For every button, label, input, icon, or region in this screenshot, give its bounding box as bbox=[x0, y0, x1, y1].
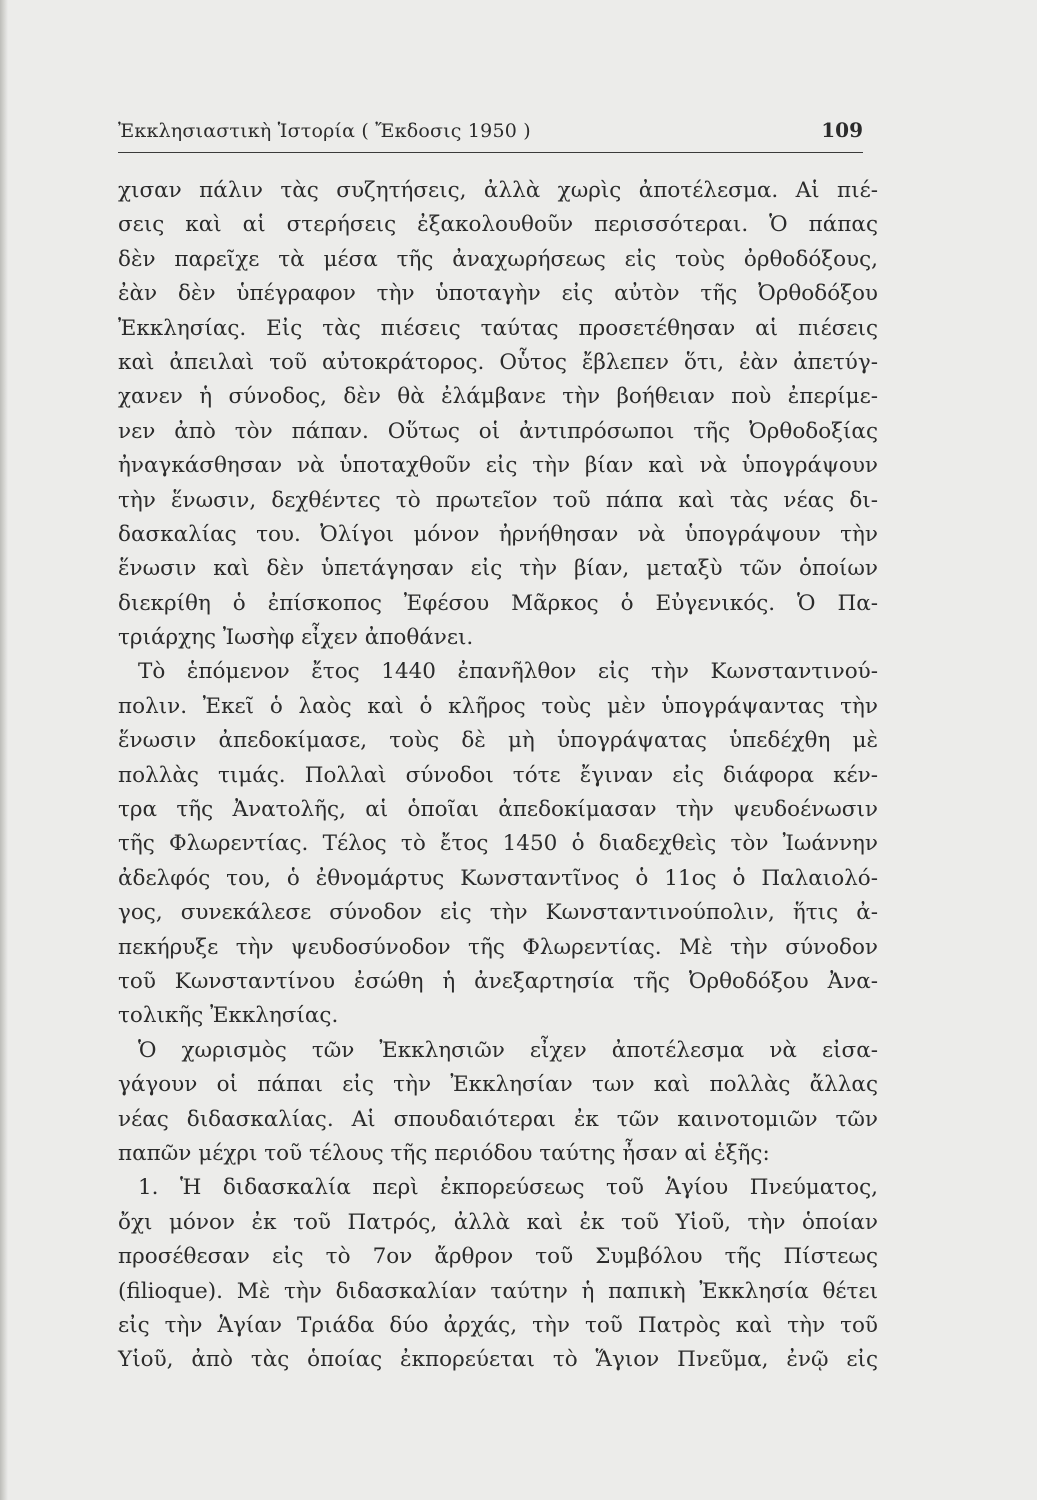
text-line: προσέθεσαν εἰς τὸ 7ον ἄρθρον τοῦ Συμβόλου τῆς Πίστεως bbox=[118, 1244, 878, 1270]
text-line: νεν ἀπὸ τὸν πάπαν. Οὕτως οἱ ἀντιπρόσωποι τῆς Ὀρθοδοξίας bbox=[118, 418, 878, 444]
body-text bbox=[118, 174, 878, 1378]
text-line: πεκήρυξε τὴν ψευδοσύνοδον τῆς Φλωρεντίας. Μὲ τὴν σύνοδον bbox=[118, 934, 878, 960]
header-title: Ἐκκλησιαστικὴ Ἱστορία ( Ἔκδοσις 1950 ) bbox=[118, 120, 531, 142]
text-line: παπῶν μέχρι τοῦ τέλους τῆς περιόδου ταύτης ἦσαν αἱ ἑξῆς: bbox=[118, 1140, 770, 1166]
text-line: τῆς Φλωρεντίας. Τέλος τὸ ἔτος 1450 ὁ διαδεχθεὶς τὸν Ἰωάννην bbox=[118, 831, 878, 857]
text-line: ἕνωσιν καὶ δὲν ὑπετάγησαν εἰς τὴν βίαν, μεταξὺ τῶν ὁποίων bbox=[118, 556, 878, 582]
text-line: δασκαλίας του. Ὀλίγοι μόνον ἠρνήθησαν νὰ ὑπογράψουν τὴν bbox=[118, 521, 878, 547]
text-line: ὄχι μόνον ἐκ τοῦ Πατρός, ἀλλὰ καὶ ἐκ τοῦ Υἱοῦ, τὴν ὁποίαν bbox=[118, 1209, 878, 1235]
text-line: (filioque). Μὲ τὴν διδασκαλίαν ταύτην ἡ παπικὴ Ἐκκλησία θέτει bbox=[118, 1278, 878, 1304]
text-line: Ὁ χωρισμὸς τῶν Ἐκκλησιῶν εἶχεν ἀποτέλεσμα νὰ εἰσα- bbox=[138, 1037, 878, 1063]
text-line: καὶ ἀπειλαὶ τοῦ αὐτοκράτορος. Οὗτος ἔβλεπεν ὅτι, ἐὰν ἀπετύγ- bbox=[118, 349, 878, 375]
running-header bbox=[118, 118, 863, 153]
text-line: Υἱοῦ, ἀπὸ τὰς ὁποίας ἐκπορεύεται τὸ Ἅγιον Πνεῦμα, ἐνῷ εἰς bbox=[118, 1347, 878, 1373]
text-line: τρα τῆς Ἀνατολῆς, αἱ ὁποῖαι ἀπεδοκίμασαν τὴν ψευδοένωσιν bbox=[118, 797, 878, 823]
text-line: τολικῆς Ἐκκλησίας. bbox=[118, 1003, 339, 1029]
text-line: ἕνωσιν ἀπεδοκίμασε, τοὺς δὲ μὴ ὑπογράψατας ὑπεδέχθη μὲ bbox=[118, 728, 878, 754]
text-line: Τὸ ἑπόμενον ἔτος 1440 ἐπανῆλθον εἰς τὴν Κωνσταντινού- bbox=[138, 659, 878, 685]
text-line: διεκρίθη ὁ ἐπίσκοπος Ἐφέσου Μᾶρκος ὁ Εὐγενικός. Ὁ Πα- bbox=[118, 590, 878, 616]
text-line: ἀδελφός του, ὁ ἐθνομάρτυς Κωνσταντῖνος ὁ 11ος ὁ Παλαιολό- bbox=[118, 865, 878, 891]
page-binding-shadow bbox=[0, 0, 8, 1500]
text-line: χισαν πάλιν τὰς συζητήσεις, ἀλλὰ χωρὶς ἀποτέλεσμα. Αἱ πιέ- bbox=[118, 178, 878, 203]
text-line: πολιν. Ἐκεῖ ὁ λαὸς καὶ ὁ κλῆρος τοὺς μὲν ὑπογράψαντας τὴν bbox=[118, 693, 878, 719]
text-line: τοῦ Κωνσταντίνου ἐσώθη ἡ ἀνεξαρτησία τῆς Ὀρθοδόξου Ἀνα- bbox=[118, 968, 878, 994]
text-line: δὲν παρεῖχε τὰ μέσα τῆς ἀναχωρήσεως εἰς τοὺς ὀρθοδόξους, bbox=[118, 246, 878, 272]
text-line: γάγουν οἱ πάπαι εἰς τὴν Ἐκκλησίαν των καὶ πολλὰς ἄλλας bbox=[118, 1072, 878, 1098]
text-line: γος, συνεκάλεσε σύνοδον εἰς τὴν Κωνσταντινούπολιν, ἥτις ἀ- bbox=[118, 900, 878, 926]
text-line: τριάρχης Ἰωσὴφ εἶχεν ἀποθάνει. bbox=[118, 625, 474, 651]
text-line: σεις καὶ αἱ στερήσεις ἐξακολουθοῦν περισσότεραι. Ὁ πάπας bbox=[118, 212, 878, 238]
text-line: πολλὰς τιμάς. Πολλαὶ σύνοδοι τότε ἔγιναν εἰς διάφορα κέν- bbox=[118, 762, 878, 788]
text-line: χανεν ἡ σύνοδος, δὲν θὰ ἐλάμβανε τὴν βοήθειαν ποὺ ἐπερίμε- bbox=[118, 384, 878, 410]
text-line: τὴν ἕνωσιν, δεχθέντες τὸ πρωτεῖον τοῦ πάπα καὶ τὰς νέας δι- bbox=[118, 487, 878, 513]
text-line: Ἐκκλησίας. Εἰς τὰς πιέσεις ταύτας προσετέθησαν αἱ πιέσεις bbox=[118, 315, 878, 341]
text-line: 1. Ἡ διδασκαλία περὶ ἐκπορεύσεως τοῦ Ἁγίου Πνεύματος, bbox=[138, 1175, 878, 1201]
text-line: νέας διδασκαλίας. Αἱ σπουδαιότεραι ἐκ τῶν καινοτομιῶν τῶν bbox=[118, 1106, 878, 1132]
text-line: εἰς τὴν Ἁγίαν Τριάδα δύο ἀρχάς, τὴν τοῦ Πατρὸς καὶ τὴν τοῦ bbox=[118, 1312, 878, 1338]
text-line: ἐὰν δὲν ὑπέγραφον τὴν ὑποταγὴν εἰς αὐτὸν τῆς Ὀρθοδόξου bbox=[118, 281, 878, 307]
text-line: ἠναγκάσθησαν νὰ ὑποταχθοῦν εἰς τὴν βίαν καὶ νὰ ὑπογράψουν bbox=[118, 453, 878, 479]
page-number: 109 bbox=[821, 118, 863, 142]
